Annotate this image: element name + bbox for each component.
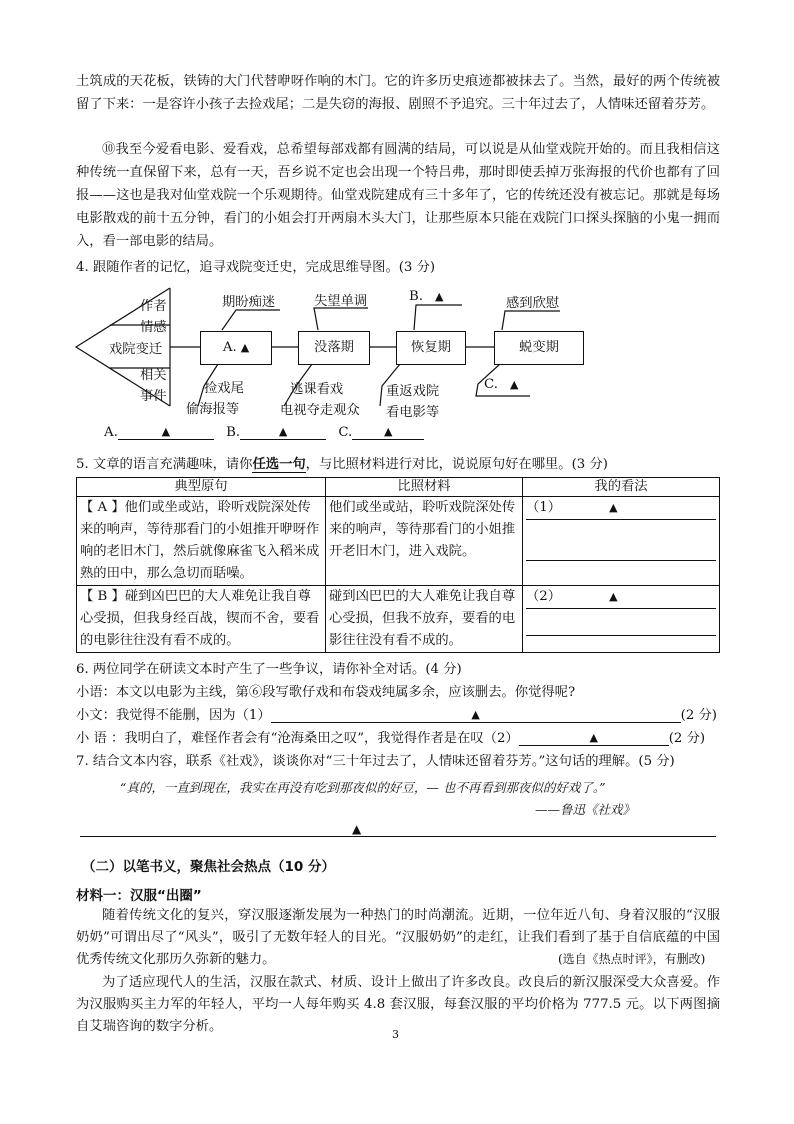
table-cell-opinion-a[interactable]: （1） ▲ [523,497,720,586]
q5-comparison-table [76,477,720,653]
map-event-3b: 看电影等 [386,405,440,420]
table-cell-original-b: 【 B 】碰到凶巴巴的大人难免让我自尊心受损，但我身经百战，锲而不舍，要看的电影往往没有看不成的。 [77,586,326,653]
mind-map-lines [0,0,794,440]
map-event-c: C. ▲ [484,377,519,392]
map-event-2b: 电视夺走观众 [280,403,360,418]
material-1-source: (选自《热点时评》，有删改) [558,952,706,966]
q7-answer-line[interactable] [80,835,716,837]
map-label-author: 作者 [140,299,167,314]
q4-answer-c-blank[interactable]: ▲ [352,424,424,440]
q4-answer-b-label: B. [226,425,241,440]
table-cell-original-a: 【 A 】他们或坐或站，聆听戏院深处传来的响声，等待那看门的小姐推开咿呀作响的老旧木门，然后就像麻雀飞入稻米成熟的田中，那么急切而聒噪。 [77,497,326,586]
q6-line-2: 小文：我觉得不能删，因为（1） ▲ (2 分) [76,708,717,723]
q6-line-3: 小 语 ：我明白了，难怪作者会有“沧海桑田之叹”，我觉得作者是在叹（2） ▲ (2 分) [76,731,706,746]
map-box-transform: 蜕变期 [494,331,584,365]
q6-prompt: 6. 两位同学在研读文本时产生了一些争议，请你补全对话。(4 分) [76,662,462,677]
answer-triangle-icon: ▲ [240,341,250,354]
q4-answer-a-blank[interactable]: ▲ [118,424,214,440]
map-emotion-b: B. ▲ [409,289,444,304]
map-box-a-label: A. [222,340,237,355]
q6-answer-1-blank[interactable]: ▲ [271,707,681,723]
map-center-label: 戏院变迁 [109,342,163,357]
map-event-3a: 重返戏院 [386,384,440,399]
section-2-title: （二）以笔书义，聚焦社会热点（10 分） [82,859,335,875]
q6-answer-2-blank[interactable]: ▲ [519,730,669,746]
material-1-paragraph-1: 随着传统文化的复兴，穿汉服逐渐发展为一种热门的时尚潮流。近期，一位年近八旬、身着汉服的“汉服奶奶”可谓出尽了“风头”，吸引了无数年轻人的目光。“汉服奶奶”的走红，让我们看到了基于自信底蕴的中国优秀传统文化那历久弥新的魅力。 [76,908,720,967]
q7-prompt: 7. 结合文本内容，联系《社戏》，谈谈你对“三十年过去了，人情味还留着芬芳。”这句话的理解。(5 分) [76,754,675,769]
q5-prompt-emphasis: 任选一句 [252,457,306,472]
q4-prompt: 4. 跟随作者的记忆，追寻戏院变迁史，完成思维导图。(3 分) [76,260,436,275]
map-event-1a: 捡戏尾 [204,381,244,396]
map-box-recovery: 恢复期 [396,331,466,365]
material-1-paragraph-2: 为了适应现代人的生活，汉服在款式、材质、设计上做出了许多改良。改良后的新汉服深受大众喜爱。作为汉服购买主力军的年轻人，平均一人每年购买 4.8 套汉服，每套汉服的平均价格为 777.5 元。以下两图摘自艾瑞咨询的数字分析。 [76,975,720,1034]
map-emotion-4: 感到欣慰 [506,296,560,311]
table-header: 典型原句 [77,478,326,497]
map-box-decline: 没落期 [298,331,370,365]
answer-triangle-icon: ▲ [609,501,618,514]
map-label-emotion: 情感 [140,320,167,335]
q4-answer-c-label: C. [338,425,353,440]
material-1-title: 材料一：汉服“出圈” [76,888,202,904]
table-cell-opinion-b[interactable]: （2） ▲ [523,586,720,653]
answer-triangle-icon: ▲ [352,822,362,836]
answer-triangle-icon: ▲ [435,290,444,303]
q6-line-1: 小语：本文以电影为主线，第⑥段写歌仔戏和布袋戏纯属多余，应该删去。你觉得呢? [76,685,576,700]
q5-prompt: 5. 文章的语言充满趣味，请你任选一句，与比照材料进行对比，说说原句好在哪里。(3 分) [76,457,608,472]
map-box-a [200,331,272,365]
passage-paragraph-9: 土筑成的天花板，铁铸的大门代替咿呀作响的木门。它的许多历史痕迹都被抹去了。当然，最好的两个传统被留了下来：一是容许小孩子去捡戏尾；二是失窃的海报、剧照不予追究。三十年过去了，人情味还留着芬芳。 [76,74,720,112]
q4-answer-b-blank[interactable]: ▲ [240,424,326,440]
q7-quote-source: ——鲁迅《社戏》 [535,802,636,817]
table-cell-compare-a: 他们或坐或站，聆听戏院深处传来的响声，等待那看门的小姐推开老旧木门，进入戏院。 [326,497,523,586]
passage-paragraph-10: ⑩我至今爱看电影、爱看戏，总希望每部戏都有圆满的结局，可以说是从仙堂戏院开始的。而且我相信这种传统一直保留下来，总有一天，吾乡说不定也会出现一个特吕弗，那时即使丢掉万张海报的代价也都有了回报——这也是我对仙堂戏院一个乐观期待。仙堂戏院建成有三十多年了，它的传统还没有被忘记。那就是每场电影散戏的前十五分钟，看门的小姐会打开两扇木头大门，让那些原本只能在戏院门口探头探脑的小鬼一拥而入，看一部电影的结局。 [76,142,720,249]
answer-triangle-icon: ▲ [609,590,618,603]
table-header: 我的看法 [523,478,720,497]
table-row [77,586,720,653]
answer-triangle-icon: ▲ [509,378,519,391]
map-emotion-2: 失望单调 [314,294,368,309]
map-label-events: 事件 [140,389,167,404]
map-emotion-1: 期盼痴迷 [222,295,276,310]
page-number: 3 [392,1028,399,1041]
table-header: 比照材料 [326,478,523,497]
map-label-related: 相关 [140,368,167,383]
map-event-1b: 偷海报等 [186,402,240,417]
q4-answer-a-label: A. [104,425,118,440]
mind-map [0,0,794,440]
table-cell-compare-b: 碰到凶巴巴的大人难免让我自尊心受损，但我不放弃，要看的电影往往没有看不成的。 [326,586,523,653]
map-event-2a: 逃课看戏 [290,382,344,397]
q4-answer-line [104,424,424,440]
table-row [77,497,720,586]
q7-quote: “真的，一直到现在，我实在再没有吃到那夜似的好豆，— 也不再看到那夜似的好戏了。” [120,780,606,795]
